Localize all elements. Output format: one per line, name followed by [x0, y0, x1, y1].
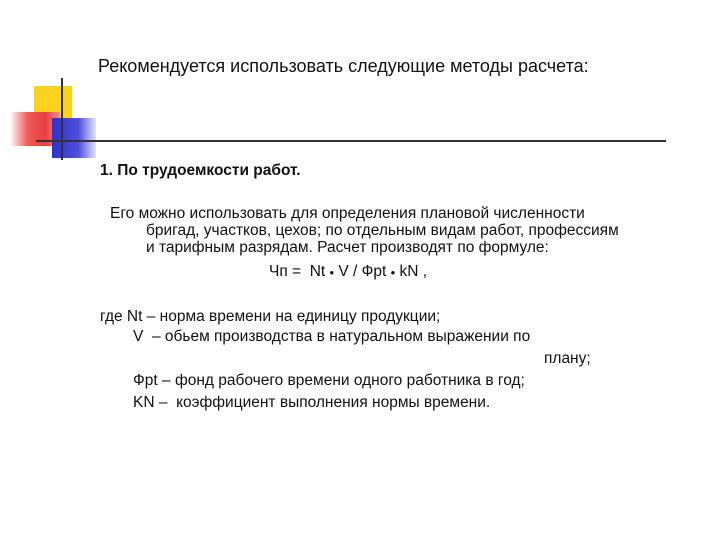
decor-horizontal-rule [36, 140, 666, 142]
paragraph-line-2: бригад, участков, цехов; по отдельным видам работ, профессиям [146, 222, 619, 239]
paragraph-line-3: и тарифным разрядам. Расчет производят по формуле: [146, 239, 549, 256]
formula-right: kN , [395, 263, 428, 280]
slide-title: Рекомендуется использовать следующие методы расчета: [98, 56, 589, 76]
decor-vertical-rule [61, 78, 63, 160]
section-heading: 1. По трудоемкости работ. [100, 162, 301, 179]
formula-left: Чп = Nt [269, 263, 326, 280]
paragraph-line-1: Его можно использовать для определения плановой численности [110, 205, 585, 222]
multiply-dot-1: • [329, 265, 335, 280]
formula-mid: V / Фpt [334, 263, 391, 280]
definition-nt: где Nt – норма времени на единицу продукции; [100, 308, 441, 325]
formula [269, 263, 427, 281]
definition-kn: KN – коэффициент выполнения нормы времени. [133, 394, 491, 411]
multiply-dot-2: • [390, 265, 396, 280]
decor-blue-square [52, 118, 96, 158]
definition-fpt: Фpt – фонд рабочего времени одного работника в год; [133, 372, 525, 389]
definition-v-continued: плану; [544, 350, 591, 367]
definition-v: V – обьем производства в натуральном выражении по [133, 328, 531, 345]
